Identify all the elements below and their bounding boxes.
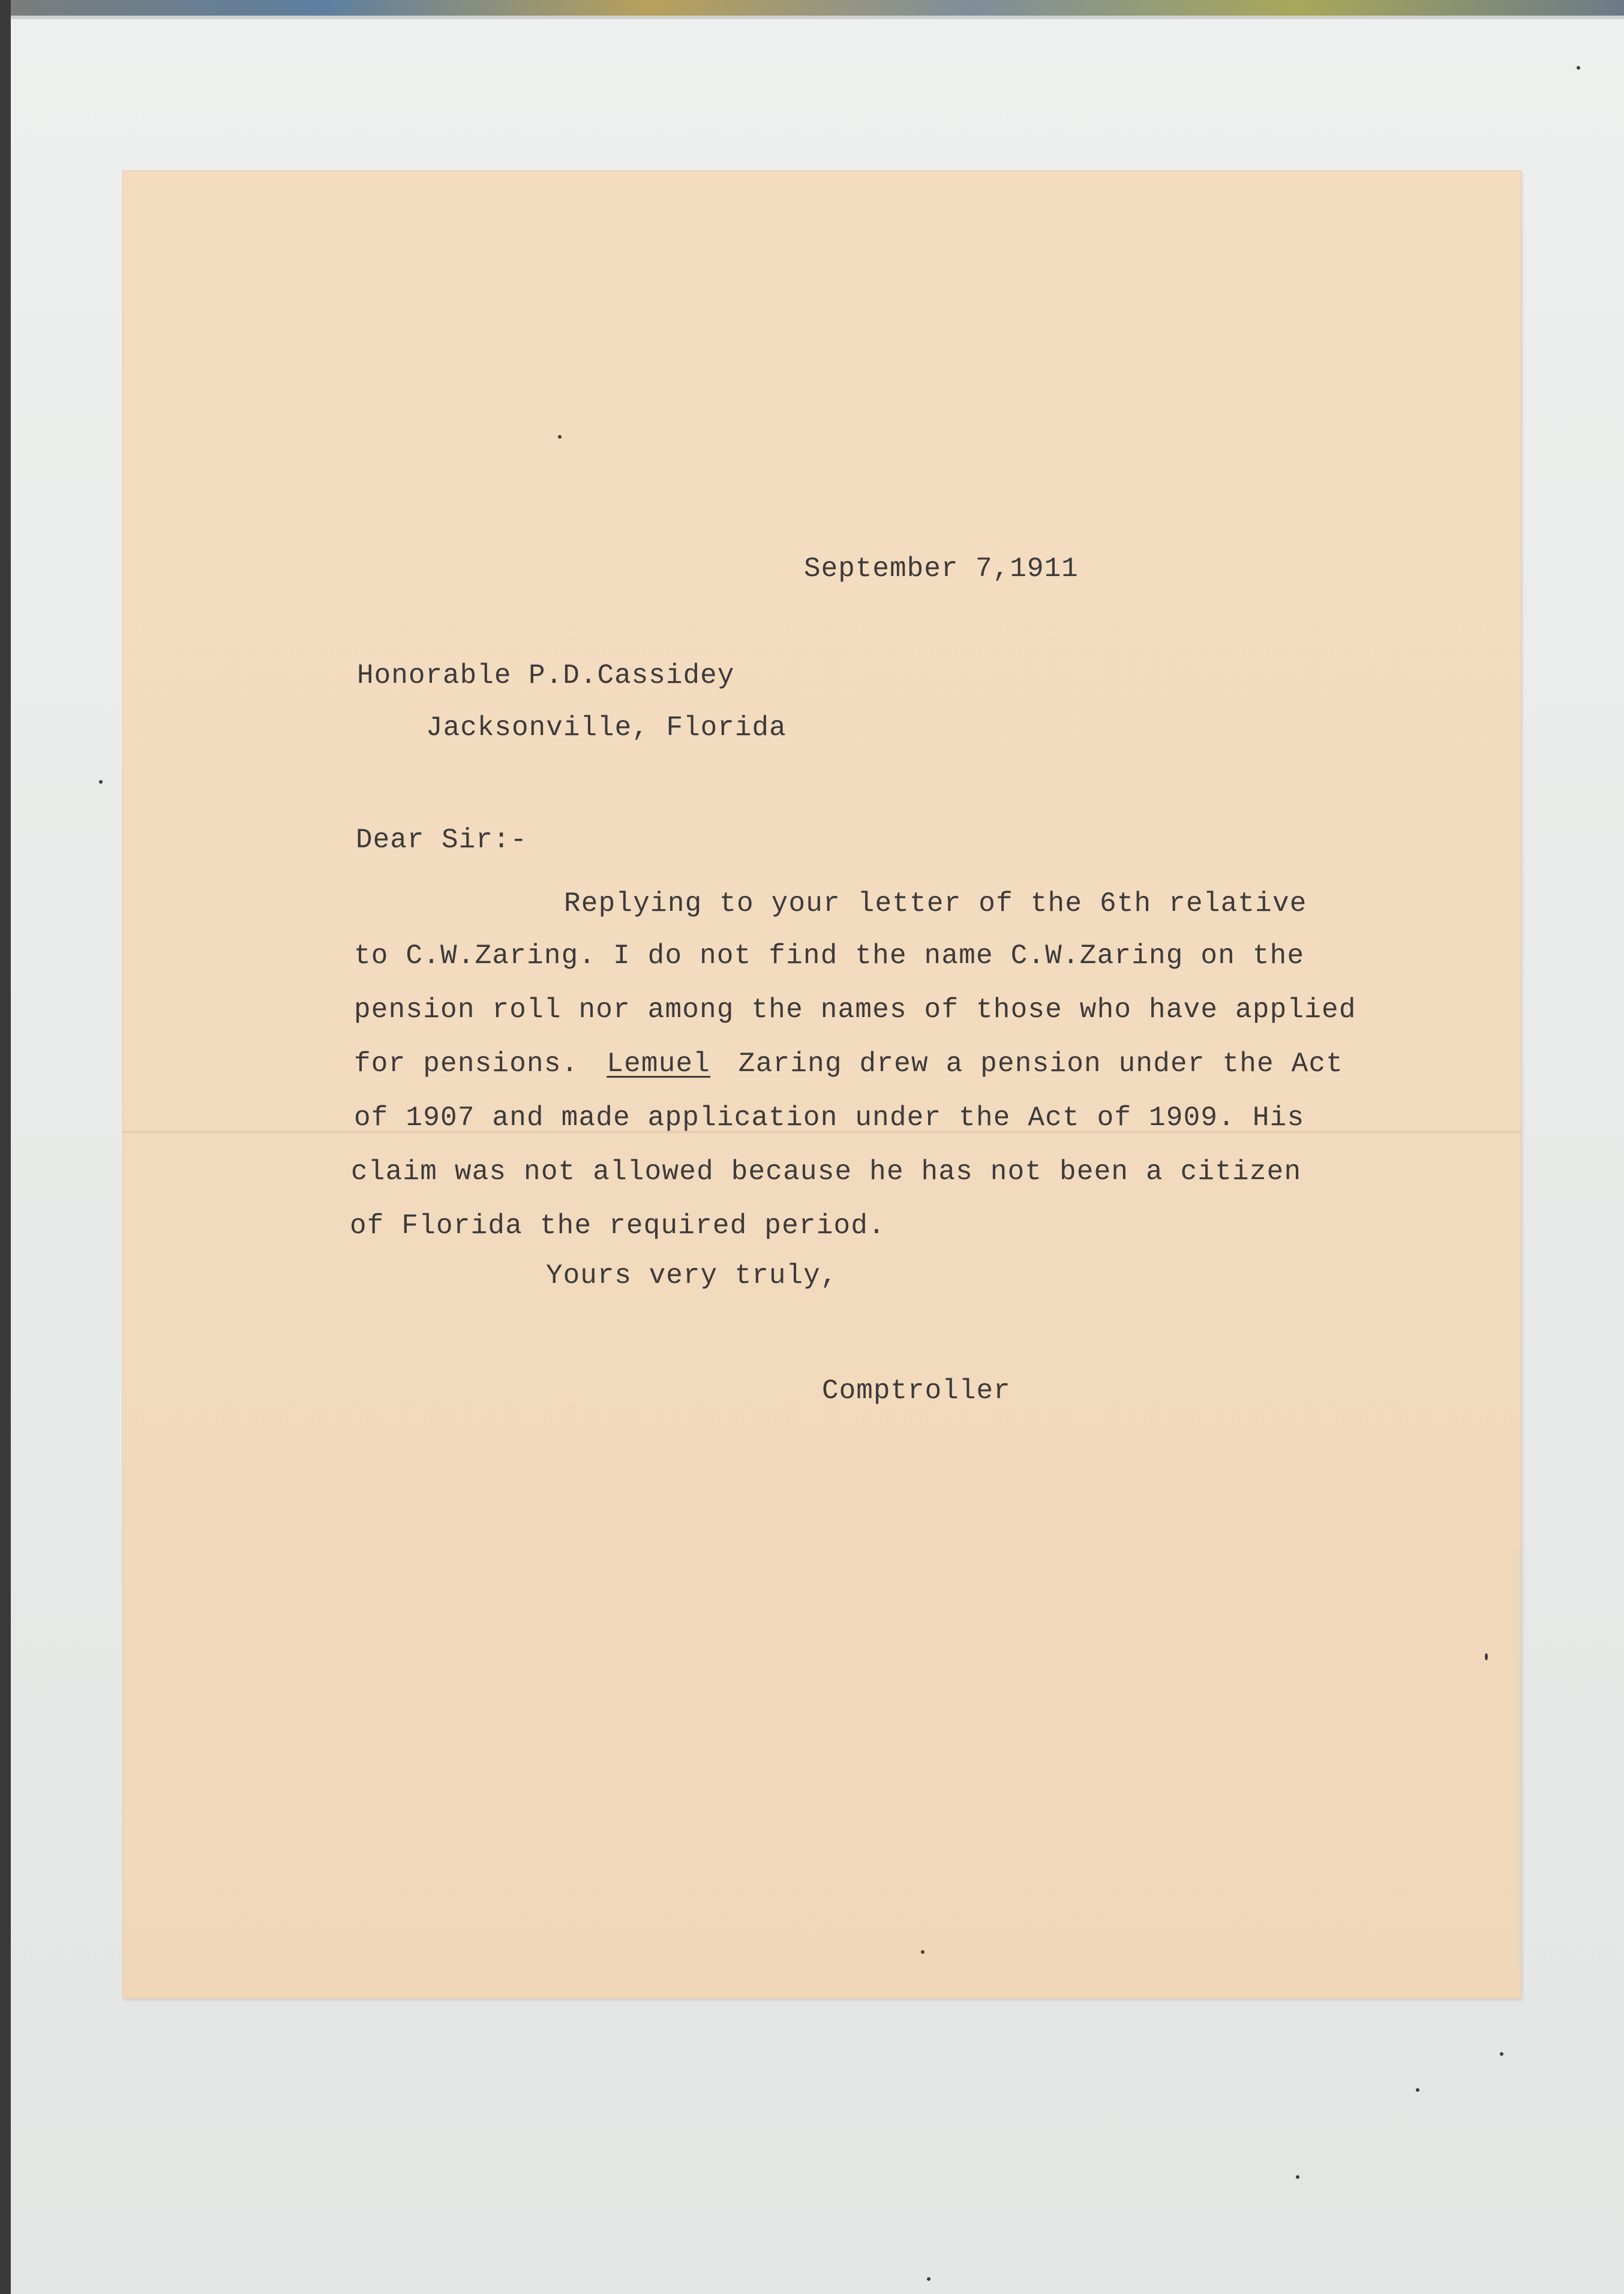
- body-line-7: of Florida the required period.: [350, 1210, 885, 1242]
- recipient-location: Jacksonville, Florida: [426, 712, 787, 743]
- scan-speck: [1577, 66, 1580, 70]
- body-line-4-end: Zaring drew a pension under the Act: [738, 1048, 1344, 1079]
- scan-left-edge: [0, 0, 11, 2294]
- underlined-name-lemuel: Lemuel: [607, 1048, 711, 1079]
- letter-date: September 7,1911: [804, 553, 1079, 584]
- recipient-name: Honorable P.D.Cassidey: [357, 660, 735, 691]
- scan-speck: [1500, 2052, 1503, 2056]
- body-line-5: of 1907 and made application under the Act of 1909. His: [354, 1102, 1305, 1133]
- paper-speck: [558, 435, 562, 439]
- signature-title: Comptroller: [822, 1375, 1011, 1407]
- body-line-4: [354, 1050, 1343, 1078]
- body-line-4-start: for pensions.: [354, 1048, 579, 1079]
- body-line-3: pension roll nor among the names of those who have applied: [354, 994, 1356, 1025]
- scan-speck: [99, 780, 103, 784]
- paper-edge-wear: [1510, 1551, 1521, 1971]
- salutation: Dear Sir:-: [356, 824, 528, 856]
- body-line-6: claim was not allowed because he has not been a citizen: [351, 1156, 1302, 1188]
- paper-speck: [921, 1950, 924, 1954]
- scan-speck: [927, 2277, 930, 2281]
- letter-page: [123, 171, 1521, 1998]
- scan-top-edge: [0, 0, 1624, 16]
- scan-speck: [1416, 2088, 1419, 2092]
- paper-speck: [1485, 1653, 1488, 1660]
- body-line-2: to C.W.Zaring. I do not find the name C.W.Zaring on the: [354, 940, 1305, 971]
- scan-top-edge-line: [0, 16, 1624, 19]
- scan-speck: [1296, 2175, 1299, 2179]
- body-line-1: Replying to your letter of the 6th relative: [564, 888, 1307, 919]
- closing: Yours very truly,: [546, 1260, 838, 1291]
